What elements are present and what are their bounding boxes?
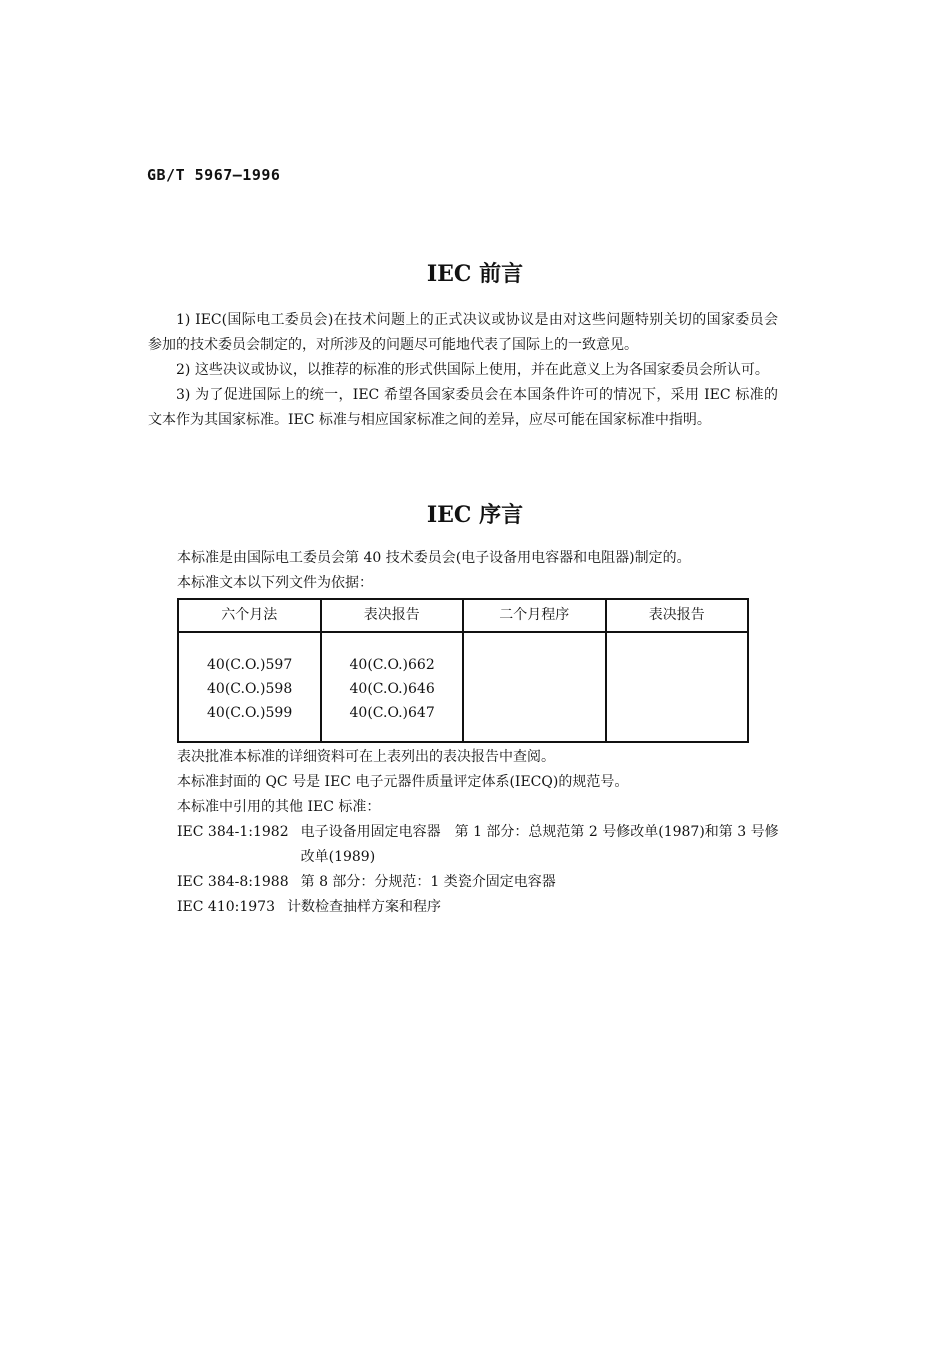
iec-foreword-title: IEC 前言 bbox=[426, 261, 524, 287]
iec-foreword-body bbox=[148, 308, 778, 433]
document-number: 40(C.O.)647 bbox=[349, 705, 435, 721]
table-header-cell: 二个月程序 bbox=[463, 599, 606, 632]
reference-title: 电子设备用固定电容器 第 1 部分：总规范第 2 号修改单(1987)和第 3 号修改单(1989) bbox=[300, 824, 779, 865]
document-number: 40(C.O.)597 bbox=[207, 657, 293, 673]
reference-code: IEC 410:1973 bbox=[177, 899, 275, 915]
preface-intro: 本标准是由国际电工委员会第 40 技术委员会(电子设备用电容器和电阻器)制定的。 bbox=[177, 550, 691, 566]
reference-item bbox=[177, 870, 781, 895]
preface-intro: 本标准文本以下列文件为依据： bbox=[177, 575, 373, 591]
table-cell bbox=[463, 632, 606, 742]
table-cell bbox=[178, 632, 321, 742]
reference-code: IEC 384-1:1982 bbox=[177, 824, 289, 840]
document-number: 40(C.O.)598 bbox=[207, 681, 293, 697]
iec-preface-title: IEC 序言 bbox=[426, 502, 524, 528]
table-header-cell: 表决报告 bbox=[606, 599, 749, 632]
reference-code: IEC 384-8:1988 bbox=[177, 874, 289, 890]
table-cell bbox=[321, 632, 464, 742]
document-number: 40(C.O.)599 bbox=[207, 705, 293, 721]
reference-item bbox=[177, 895, 781, 920]
table-cell bbox=[606, 632, 749, 742]
document-number: 40(C.O.)662 bbox=[349, 657, 435, 673]
iec-preface-body bbox=[177, 546, 781, 920]
table-row bbox=[178, 632, 748, 742]
reference-title: 计数检查抽样方案和程序 bbox=[286, 899, 441, 915]
preface-note: 本标准封面的 QC 号是 IEC 电子元器件质量评定体系(IECQ)的规范号。 bbox=[177, 774, 629, 790]
documents-table bbox=[177, 598, 749, 743]
reference-title: 第 8 部分：分规范：1 类瓷介固定电容器 bbox=[300, 874, 556, 890]
table-header-row bbox=[178, 599, 748, 632]
reference-item bbox=[177, 820, 781, 870]
preface-note: 本标准中引用的其他 IEC 标准： bbox=[177, 799, 381, 815]
document-number: 40(C.O.)646 bbox=[349, 681, 435, 697]
foreword-paragraph: 3) 为了促进国际上的统一，IEC 希望各国家委员会在本国条件许可的情况下，采用 IEC 标准的文本作为其国家标准。IEC 标准与相应国家标准之间的差异，应尽可能在国家标准中指明。 bbox=[148, 387, 778, 428]
foreword-paragraph: 1) IEC(国际电工委员会)在技术问题上的正式决议或协议是由对这些问题特别关切的国家委员会参加的技术委员会制定的，对所涉及的问题尽可能地代表了国际上的一致意见。 bbox=[148, 312, 778, 353]
preface-note: 表决批准本标准的详细资料可在上表列出的表决报告中查阅。 bbox=[177, 749, 555, 765]
standard-code: GB/T 5967—1996 bbox=[147, 166, 281, 184]
table-header-cell: 六个月法 bbox=[178, 599, 321, 632]
foreword-paragraph: 2) 这些决议或协议，以推荐的标准的形式供国际上使用，并在此意义上为各国家委员会所认可。 bbox=[176, 362, 769, 378]
table-header-cell: 表决报告 bbox=[321, 599, 464, 632]
